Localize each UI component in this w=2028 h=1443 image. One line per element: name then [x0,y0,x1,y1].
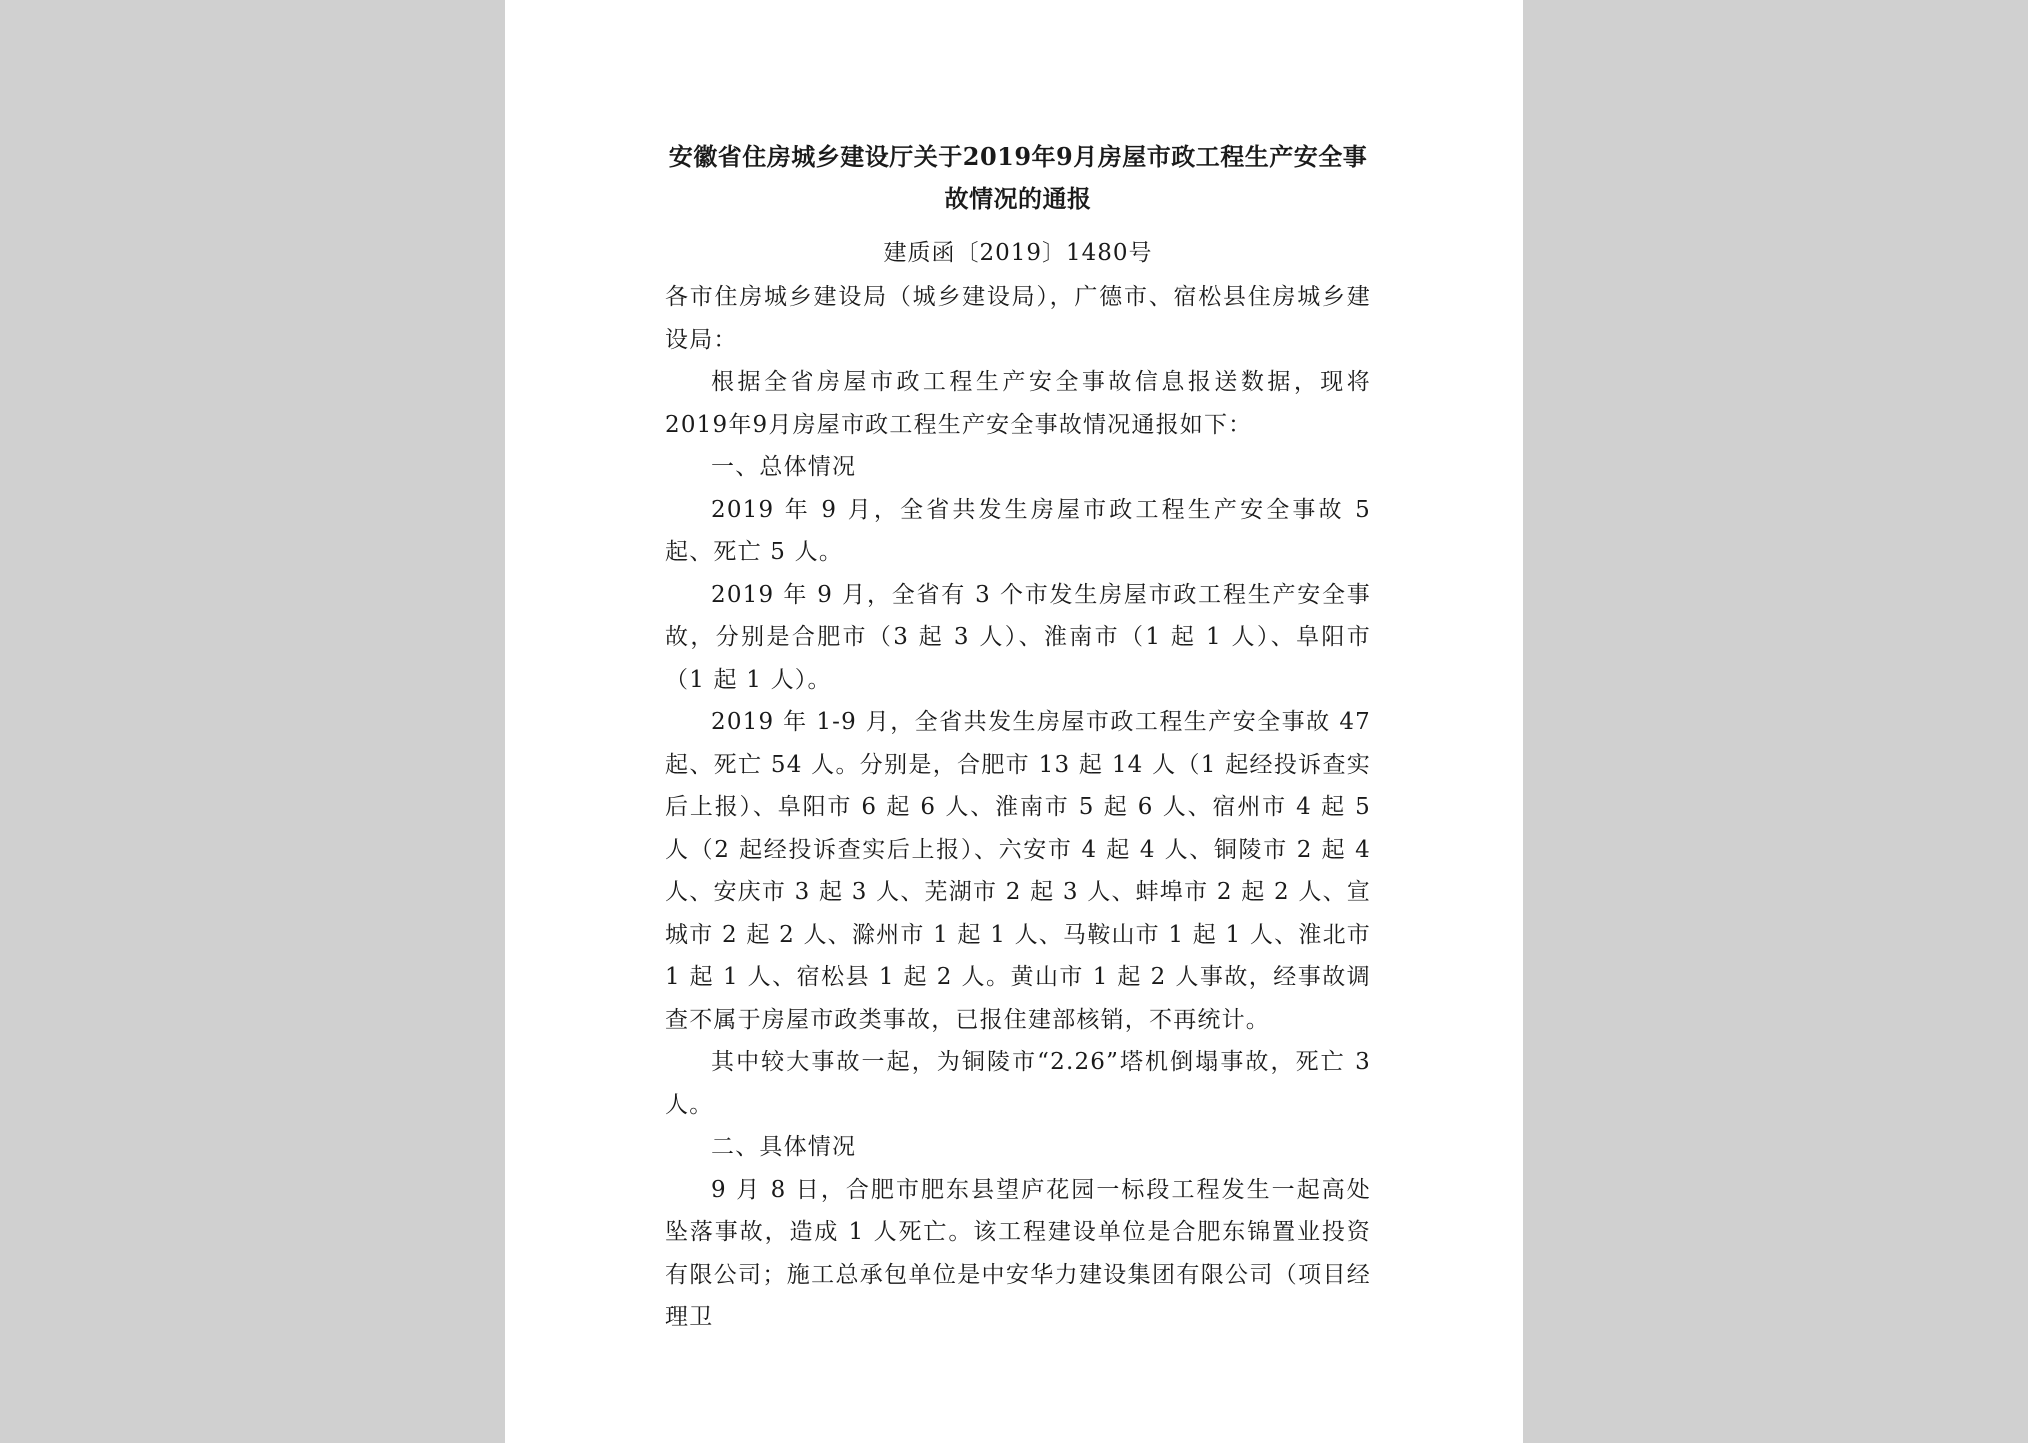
document-title-line-1: 安徽省住房城乡建设厅关于2019年9月房屋市政工程生产安全事 [668,142,1368,171]
section-1-paragraph-4: 其中较大事故一起，为铜陵市“2.26”塔机倒塌事故，死亡 3 人。 [665,1049,1371,1118]
document-page [505,0,1523,1443]
section-2-heading: 二、具体情况 [711,1134,857,1160]
document-title-line-2: 故情况的通报 [944,184,1092,213]
section-1-paragraph-1: 2019 年 9 月，全省共发生房屋市政工程生产安全事故 5 起、死亡 5 人。 [665,496,1371,565]
intro-paragraph: 根据全省房屋市政工程生产安全事故信息报送数据，现将 2019年9月房屋市政工程生产安全事故情况通报如下： [665,369,1371,438]
section-1-heading: 一、总体情况 [711,454,857,480]
section-2-paragraph-1: 9 月 8 日，合肥市肥东县望庐花园一标段工程发生一起高处坠落事故，造成 1 人死亡。该工程建设单位是合肥东锦置业投资有限公司；施工总承包单位是中安华力建设集团有限公司（项目经理卫 [665,1176,1371,1330]
document-content [665,136,1371,1339]
section-1-paragraph-2: 2019 年 9 月，全省有 3 个市发生房屋市政工程生产安全事故，分别是合肥市（3 起 3 人）、淮南市（1 起 1 人）、阜阳市（1 起 1 人）。 [665,581,1371,693]
document-number: 建质函〔2019〕1480号 [883,240,1153,266]
addressee: 各市住房城乡建设局（城乡建设局），广德市、宿松县住房城乡建设局： [665,284,1371,353]
section-1-paragraph-3: 2019 年 1-9 月，全省共发生房屋市政工程生产安全事故 47 起、死亡 54 人。分别是，合肥市 13 起 14 人（1 起经投诉查实后上报）、阜阳市 6 起 6 人、淮南市 5 起 6 人、宿州市 4 起 5 人（2 起经投诉查实后上报）、六安市 4 起 4 人、铜陵市 2 起 4 人、安庆市 3 起 3 人、芜湖市 2 起 3 人、蚌埠市 2 起 2 人、宣城市 2 起 2 人、滁州市 1 起 1 人、马鞍山市 1 起 1 人、淮北市 1 起 1 人、宿松县 1 起 2 人。黄山市 1 起 2 人事故，经事故调查不属于房屋市政类事故，已报住建部核销，不再统计。 [665,709,1371,1033]
